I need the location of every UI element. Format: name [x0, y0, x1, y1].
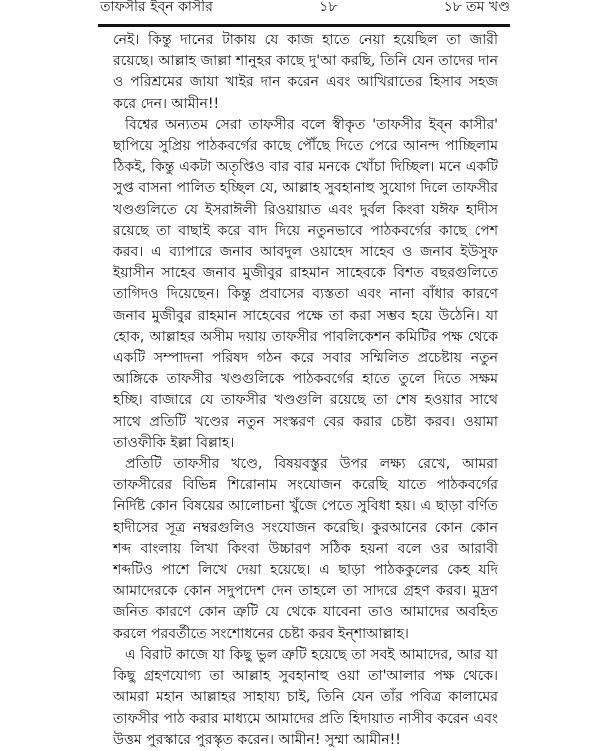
paragraph: বিশ্বের অন্যতম সেরা তাফসীর বলে স্বীকৃত 'তাফসীর ইব্‌ন কাসীর' ছাপিয়ে সুপ্রিয় পাঠকবর্গের কাছে পৌঁছে দিতে পেরে আনন্দ পাচ্ছিলাম ঠিকই, কিন্তু একটা অতৃপ্তিও বার বার মনকে খোঁচা দিচ্ছিল। মনে একটি সুপ্ত বাসনা পালিত হচ্ছিল যে, আল্লাহ সুবহানাহু সুযোগ দিলে তাফসীর খণ্ডগুলিতে যে ইসরাঈলী রিওয়ায়াত এবং দুর্বল কিংবা যঈফ হাদীস রয়েছে তা বাছাই করে বাদ দিয়ে নতুনভাবে পাঠকবর্গের কাছে পেশ করব। এ ব্যাপারে জনাব আবদুল ওয়াহেদ সাহেব ও জনাব ইউসুফ ইয়াসীন সাহেব জনাব মুজীবুর রাহমান সাহেবকে বিশত বছরগুলিতে তাগিদও দিয়েছেন। কিন্তু প্রবাসের ব্যস্ততা এবং নানা বাঁধার কারণে জনাব মুজীবুর রাহমান সাহেবের পক্ষে তা করা সম্ভব হয়ে উঠেনি। যা হোক, আল্লাহর অসীম দয়ায় তাফসীর পাবলিকেশন কমিটির পক্ষ থেকে একটি সম্পাদনা পরিষদ গঠন করে সবার সম্মিলিত প্রচেষ্টায় নতুন আঙ্গিকে তাফসীর খণ্ডগুলিকে পাঠকবর্গের হাতে তুলে দিতে সক্ষম হচ্ছি। বাজারে যে তাফসীর খণ্ডগুলি রয়েছে তা শেষ হওয়ার সাথে সাথে প্রতিটি খণ্ডের নতুন সংস্করণ বের করার চেষ্টা করব। ওয়ামা তাওফীকি ইল্লা বিল্লাহ।: [113, 116, 498, 451]
page-body: [113, 30, 498, 751]
running-header: [100, 0, 510, 26]
paragraph: প্রতিটি তাফসীর খণ্ডে, বিষয়বস্তুর উপর লক্ষ্য রেখে, আমরা তাফসীরের বিভিন্ন শিরোনাম সংযোজন করেছি যাতে পাঠকবর্গের নির্দিষ্ট কোন বিষয়ের আলোচনা খুঁজে পেতে সুবিধা হয়। এ ছাড়া বর্ণিত হাদীসের সূত্র নম্বরগুলিও সংযোজন করেছি। কুরআনের কোন কোন শব্দ বাংলায় লিখা কিংবা উচ্চারণ সঠিক হয়না বলে ওর আরাবী শব্দটিও পাশে লিখে দেয়া হয়েছে। এ ছাড়া পাঠককুলের কেহ যদি আমাদেরকে কোন সদুপদেশ দেন তাহলে তা সাদরে গ্রহণ করব। মুদ্রণ জনিত কারণে কোন ত্রুটি যে থেকে যাবেনা তাও আমাদের অবহিত করলে পরবর্তীতে সংশোধনের চেষ্টা করব ইন্‌শাআল্লাহ।: [113, 456, 498, 642]
paragraph: এ বিরাট কাজে যা কিছু ভুল ত্রুটি হয়েছে তা সবই আমাদের, আর যা কিছু গ্রহণযোগ্য তা আল্লাহ সুবহানাহু ওয়া তা'আলার পক্ষ থেকে। আমরা মহান আল্লাহর সাহায্য চাই, তিনি যেন তাঁর পবিত্র কালামের তাফসীর পাঠ করার মাধ্যমে আমাদের প্রতি হিদায়াত নাসীব করেন এবং উত্তম পুরস্কারে পুরস্কৃত করেন। আমীন! সুম্মা আমীন!!: [113, 646, 498, 748]
header-rule: [98, 24, 510, 27]
book-title: তাফসীর ইব্‌ন কাসীর: [100, 0, 213, 15]
paragraph: নেই। কিন্তু দানের টাকায় যে কাজ হাতে নেয়া হয়েছিল তা জারী রয়েছে। আল্লাহ জাল্লা শানুহর কাছে দু'আ করছি, তিনি যেন তাদের দান ও পরিশ্রমের জাযা খাইর দান করেন এবং আখিরাতের হিসাব সহজ করে দেন। আমীন!!: [113, 32, 498, 112]
volume-label: ১৮ তম খণ্ড: [443, 0, 510, 15]
page-number: ১৮: [319, 0, 338, 15]
